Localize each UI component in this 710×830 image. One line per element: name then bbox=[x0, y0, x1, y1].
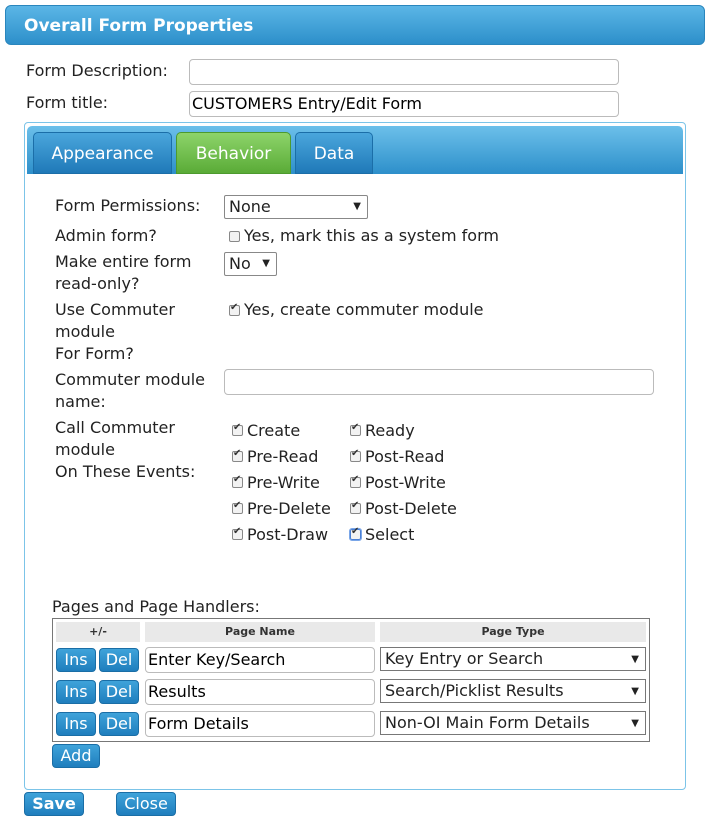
event-post-draw-label: Post-Draw bbox=[247, 525, 329, 544]
event-select-label: Select bbox=[365, 525, 415, 544]
chevron-down-icon: ▼ bbox=[631, 654, 639, 665]
event-post-read-checkbox[interactable] bbox=[350, 451, 361, 462]
chevron-down-icon: ▼ bbox=[353, 201, 361, 212]
page-type-value: Key Entry or Search bbox=[385, 649, 544, 668]
tab-behavior[interactable]: Behavior bbox=[176, 132, 291, 174]
ins-row-button[interactable]: Ins bbox=[56, 680, 96, 704]
commuter-label-line3: For Form? bbox=[55, 344, 134, 363]
form-permissions-select[interactable] bbox=[224, 195, 368, 219]
event-pre-delete-label: Pre-Delete bbox=[247, 499, 331, 518]
readonly-label-line2: read-only? bbox=[55, 274, 140, 293]
pages-col-plus-minus: +/- bbox=[56, 622, 140, 642]
chevron-down-icon: ▼ bbox=[631, 686, 639, 697]
save-button[interactable]: Save bbox=[24, 792, 84, 816]
commuter-checkbox-label: Yes, create commuter module bbox=[244, 300, 484, 319]
pages-col-page-name: Page Name bbox=[145, 622, 375, 642]
readonly-label-line1: Make entire form bbox=[55, 252, 192, 271]
pages-section-label: Pages and Page Handlers: bbox=[52, 597, 260, 616]
del-row-button[interactable]: Del bbox=[99, 648, 139, 672]
page-type-value: Non-OI Main Form Details bbox=[385, 713, 590, 732]
close-button[interactable]: Close bbox=[116, 792, 176, 816]
event-ready-label: Ready bbox=[365, 421, 415, 440]
del-row-button[interactable]: Del bbox=[99, 712, 139, 736]
page-name-input[interactable]: Form Details bbox=[145, 711, 375, 737]
ins-row-button[interactable]: Ins bbox=[56, 648, 96, 672]
events-label-line2: module bbox=[55, 440, 115, 459]
window-title: Overall Form Properties bbox=[24, 16, 254, 36]
page-type-select[interactable] bbox=[380, 647, 646, 671]
page-type-select[interactable] bbox=[380, 679, 646, 703]
event-post-write-checkbox[interactable] bbox=[350, 477, 361, 488]
add-page-button[interactable]: Add bbox=[52, 744, 100, 768]
admin-form-label: Admin form? bbox=[55, 226, 157, 245]
commuter-name-input[interactable] bbox=[224, 369, 654, 395]
event-create-checkbox[interactable] bbox=[232, 425, 243, 436]
readonly-value: No bbox=[229, 254, 251, 273]
page-type-select[interactable] bbox=[380, 711, 646, 735]
event-post-draw-checkbox[interactable] bbox=[232, 529, 243, 540]
form-permissions-value: None bbox=[229, 197, 271, 216]
ins-row-button[interactable]: Ins bbox=[56, 712, 96, 736]
events-label-line3: On These Events: bbox=[55, 462, 196, 481]
window-titlebar bbox=[5, 5, 705, 45]
chevron-down-icon: ▼ bbox=[631, 718, 639, 729]
page-name-input[interactable]: Results bbox=[145, 679, 375, 705]
event-pre-read-label: Pre-Read bbox=[247, 447, 319, 466]
event-pre-read-checkbox[interactable] bbox=[232, 451, 243, 462]
commuter-name-label-line2: name: bbox=[55, 392, 106, 411]
form-description-input[interactable] bbox=[189, 59, 619, 85]
event-ready-checkbox[interactable] bbox=[350, 425, 361, 436]
page-name-input[interactable]: Enter Key/Search bbox=[145, 647, 375, 673]
form-description-label: Form Description: bbox=[26, 61, 168, 80]
commuter-label-line2: module bbox=[55, 322, 115, 341]
admin-form-checkbox[interactable] bbox=[229, 231, 240, 242]
del-row-button[interactable]: Del bbox=[99, 680, 139, 704]
pages-col-page-type: Page Type bbox=[380, 622, 646, 642]
event-post-read-label: Post-Read bbox=[365, 447, 445, 466]
event-post-delete-label: Post-Delete bbox=[365, 499, 457, 518]
event-pre-write-checkbox[interactable] bbox=[232, 477, 243, 488]
event-create-label: Create bbox=[247, 421, 301, 440]
events-label-line1: Call Commuter bbox=[55, 418, 175, 437]
admin-form-checkbox-label: Yes, mark this as a system form bbox=[244, 226, 499, 245]
event-pre-delete-checkbox[interactable] bbox=[232, 503, 243, 514]
event-pre-write-label: Pre-Write bbox=[247, 473, 320, 492]
form-title-label: Form title: bbox=[26, 93, 109, 112]
commuter-name-label-line1: Commuter module bbox=[55, 370, 206, 389]
event-post-write-label: Post-Write bbox=[365, 473, 446, 492]
event-select-checkbox[interactable] bbox=[350, 529, 361, 540]
chevron-down-icon: ▼ bbox=[262, 258, 270, 269]
tab-data[interactable]: Data bbox=[295, 132, 373, 174]
tab-appearance[interactable]: Appearance bbox=[33, 132, 172, 174]
page-type-value: Search/Picklist Results bbox=[385, 681, 564, 700]
form-permissions-label: Form Permissions: bbox=[55, 196, 201, 215]
readonly-select[interactable] bbox=[224, 252, 277, 276]
commuter-checkbox[interactable] bbox=[229, 305, 240, 316]
event-post-delete-checkbox[interactable] bbox=[350, 503, 361, 514]
form-title-input[interactable]: CUSTOMERS Entry/Edit Form bbox=[189, 91, 619, 117]
commuter-label-line1: Use Commuter bbox=[55, 300, 175, 319]
